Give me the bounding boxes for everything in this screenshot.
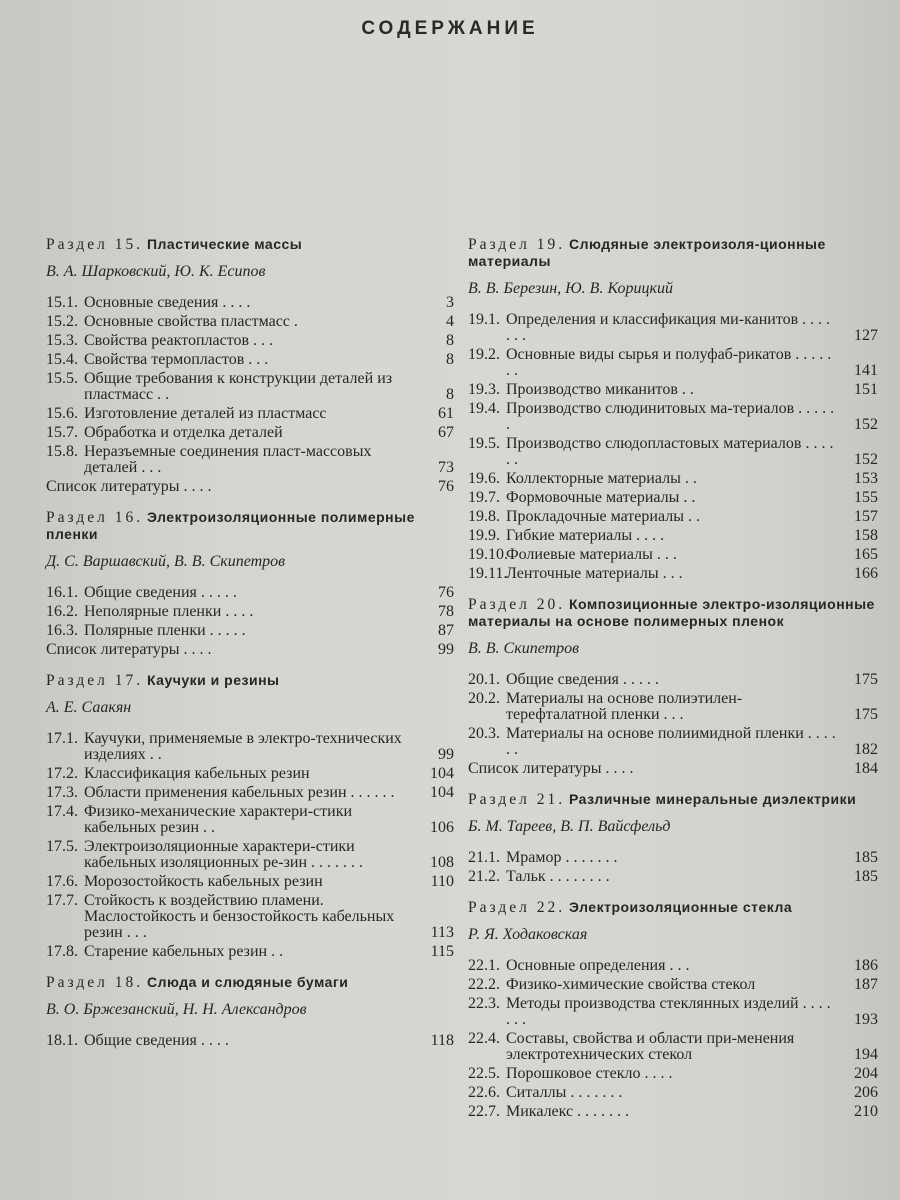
entry-page: 67 [438,424,454,441]
entry-page: 78 [438,603,454,620]
toc-section [468,236,878,582]
entry-page: 194 [854,1046,878,1063]
entry-page: 106 [430,819,454,836]
toc-entry [46,893,454,941]
entry-number: 16.2. [46,603,78,620]
toc-entry [46,333,454,349]
entry-number: 15.5. [46,370,78,387]
toc-section [46,672,454,960]
toc-entry [468,436,878,468]
toc-entry [46,314,454,330]
entry-text: Список литературы . . . . [46,478,212,495]
entry-page: 127 [854,327,878,344]
entry-page: 99 [438,746,454,763]
entry-page: 152 [854,451,878,468]
entry-page: 157 [854,508,878,525]
entry-number: 16.1. [46,584,78,601]
section-label: Раздел 17. [46,672,144,689]
toc-entry [46,479,454,495]
toc-entry [468,312,878,344]
entry-page: 175 [854,671,878,688]
section-authors: В. В. Скипетров [468,640,580,657]
entry-page: 4 [446,313,454,330]
toc-entry [468,1085,878,1101]
entry-page: 155 [854,489,878,506]
section-authors: Р. Я. Ходаковская [468,926,588,943]
toc-entry [468,977,878,993]
entry-page: 76 [438,584,454,601]
entry-page: 187 [854,976,878,993]
entry-text: Составы, свойства и области при-менения электротехнических стекол [506,1030,795,1063]
entry-number: 19.3. [468,381,500,398]
section-heading [468,899,878,916]
section-title: Электроизоляционные полимерные пленки [46,509,415,542]
entry-text: Общие сведения . . . . [84,1032,229,1049]
entry-text: Общие требования к конструкции деталей из пластмасс . . [84,370,393,403]
toc-entry [468,509,878,525]
entry-number: 19.6. [468,470,500,487]
toc-entry [46,766,454,782]
entry-text: Тальк . . . . . . . . [506,868,610,885]
entry-number: 19.9. [468,527,500,544]
entry-text: Каучуки, применяемые в электро-технических изделиях . . [84,730,402,763]
toc-entry [46,785,454,801]
entry-number: 17.1. [46,730,78,747]
entry-text: Физико-химические свойства стекол [506,976,756,993]
entry-text: Определения и классификация ми-канитов . . . . . . . [506,311,831,344]
section-title: Электроизоляционные стекла [568,899,793,915]
entry-page: 152 [854,416,878,433]
section-authors: Д. С. Варшавский, В. В. Скипетров [46,553,286,570]
entry-number: 22.4. [468,1030,500,1047]
entry-number: 15.4. [46,351,78,368]
toc-entry [468,528,878,544]
toc-entry [46,839,454,871]
entry-page: 184 [854,760,878,777]
section-label: Раздел 20. [468,596,566,613]
entry-number: 22.7. [468,1103,500,1120]
toc-entry [46,406,454,422]
toc-section [468,596,878,777]
toc-entry [468,869,878,885]
entry-number: 17.6. [46,873,78,890]
toc-entry [468,691,878,723]
entry-text: Микалекс . . . . . . . [506,1103,630,1120]
entry-number: 19.10. [468,546,508,563]
entry-text: Физико-механические характери-стики кабельных резин . . [84,803,353,836]
entry-page: 8 [446,332,454,349]
entry-page: 61 [438,405,454,422]
entry-number: 22.5. [468,1065,500,1082]
entry-page: 87 [438,622,454,639]
entry-page: 206 [854,1084,878,1101]
section-title: Слюда и слюдяные бумаги [146,974,349,990]
entry-text: Производство миканитов . . [506,381,694,398]
entry-text: Основные сведения . . . . [84,294,251,311]
section-heading [468,791,878,808]
entry-text: Ситаллы . . . . . . . [506,1084,623,1101]
toc-entry [468,996,878,1028]
toc-entry [46,425,454,441]
entry-text: Основные свойства пластмасс . [84,313,298,330]
toc-left-column [46,236,454,1063]
entry-text: Общие сведения . . . . . [84,584,237,601]
entry-text: Области применения кабельных резин . . . . . . [84,784,395,801]
toc-section [46,974,454,1049]
section-title: Каучуки и резины [146,672,280,688]
entry-text: Общие сведения . . . . . [506,671,659,688]
entry-number: 19.5. [468,435,500,452]
entry-text: Классификация кабельных резин [84,765,310,782]
toc-entry [468,958,878,974]
entry-text: Коллекторные материалы . . [506,470,697,487]
section-label: Раздел 21. [468,791,566,808]
entry-page: 108 [430,854,454,871]
toc-entry [468,726,878,758]
entry-number: 19.2. [468,346,500,363]
entry-number: 15.1. [46,294,78,311]
entry-number: 17.8. [46,943,78,960]
toc-entry [468,1031,878,1063]
entry-text: Стойкость к воздействию пламени. Маслостойкость и бензостойкость кабельных резин . . . [84,892,395,941]
entry-text: Производство слюдопластовых материалов . . . . . . [506,435,834,468]
entry-page: 99 [438,641,454,658]
entry-page: 153 [854,470,878,487]
entry-page: 113 [430,924,454,941]
toc-entry [468,850,878,866]
toc-entry [46,444,454,476]
entry-page: 8 [446,351,454,368]
entry-text: Свойства реактопластов . . . [84,332,274,349]
entry-text: Формовочные материалы . . [506,489,696,506]
entry-text: Основные виды сырья и полуфаб-рикатов . . . . . . . [506,346,832,379]
entry-text: Порошковое стекло . . . . [506,1065,673,1082]
toc-entry [46,731,454,763]
entry-text: Список литературы . . . . [468,760,634,777]
toc-section [46,236,454,495]
entry-number: 19.11. [468,565,508,582]
entry-number: 19.7. [468,489,500,506]
entry-text: Список литературы . . . . [46,641,212,658]
entry-text: Материалы на основе полиимидной пленки . . . . . . [506,725,836,758]
entry-text: Морозостойкость кабельных резин [84,873,323,890]
entry-page: 182 [854,741,878,758]
toc-entry [46,352,454,368]
entry-page: 204 [854,1065,878,1082]
entry-page: 151 [854,381,878,398]
toc-entry [46,623,454,639]
toc-entry [468,471,878,487]
entry-page: 185 [854,849,878,866]
entry-page: 165 [854,546,878,563]
toc-entry [468,1104,878,1120]
toc-entry [468,347,878,379]
toc-entry [46,604,454,620]
section-heading [46,974,454,991]
toc-section [468,791,878,885]
entry-number: 15.8. [46,443,78,460]
entry-page: 76 [438,478,454,495]
entry-number: 15.2. [46,313,78,330]
entry-number: 18.1. [46,1032,78,1049]
entry-text: Фолиевые материалы . . . [506,546,677,563]
entry-number: 19.1. [468,311,500,328]
section-authors: А. Е. Саакян [46,699,132,716]
entry-text: Прокладочные материалы . . [506,508,700,525]
entry-number: 22.2. [468,976,500,993]
entry-number: 15.7. [46,424,78,441]
entry-number: 19.8. [468,508,500,525]
section-title: Слюдяные электроизоля-ционные материалы [468,236,826,269]
page-title: СОДЕРЖАНИЕ [361,18,539,39]
entry-page: 118 [430,1032,454,1049]
entry-text: Неполярные пленки . . . . [84,603,254,620]
section-heading [468,236,878,270]
toc-entry [468,1066,878,1082]
entry-number: 21.1. [468,849,500,866]
section-title: Композиционные электро-изоляционные материалы на основе полимерных пленок [468,596,875,629]
entry-number: 17.7. [46,892,78,909]
entry-number: 22.3. [468,995,500,1012]
entry-text: Мрамор . . . . . . . [506,849,618,866]
section-title: Различные минеральные диэлектрики [568,791,857,807]
entry-number: 16.3. [46,622,78,639]
toc-section [468,899,878,1120]
entry-text: Неразъемные соединения пласт-массовых деталей . . . [84,443,372,476]
entry-text: Свойства термопластов . . . [84,351,269,368]
toc-entry [468,382,878,398]
entry-number: 15.3. [46,332,78,349]
toc-section [46,509,454,658]
section-heading [468,596,878,630]
toc-entry [46,804,454,836]
toc-entry [468,490,878,506]
toc-entry [468,547,878,563]
toc-entry [468,672,878,688]
entry-text: Гибкие материалы . . . . [506,527,665,544]
entry-page: 158 [854,527,878,544]
entry-number: 19.4. [468,400,500,417]
entry-page: 8 [446,386,454,403]
entry-number: 21.2. [468,868,500,885]
entry-page: 104 [430,765,454,782]
section-heading [46,236,454,253]
toc-entry [46,371,454,403]
toc-entry [46,874,454,890]
entry-page: 3 [446,294,454,311]
entry-text: Электроизоляционные характери-стики кабельных изоляционных ре-зин . . . . . . . [84,838,364,871]
toc-entry [46,642,454,658]
toc-entry [468,401,878,433]
entry-number: 22.1. [468,957,500,974]
entry-text: Старение кабельных резин . . [84,943,284,960]
entry-number: 17.2. [46,765,78,782]
toc-entry [468,566,878,582]
toc-entry [46,295,454,311]
entry-text: Методы производства стеклянных изделий . . . . . . . [506,995,831,1028]
toc-entry [46,585,454,601]
entry-page: 185 [854,868,878,885]
section-authors: В. О. Бржезанский, Н. Н. Александров [46,1001,307,1018]
entry-text: Производство слюдинитовых ма-териалов . . . . . . [506,400,835,433]
entry-text: Основные определения . . . [506,957,690,974]
toc-entry [468,761,878,777]
section-heading [46,509,454,543]
entry-number: 20.3. [468,725,500,742]
section-title: Пластические массы [146,236,303,252]
entry-text: Материалы на основе полиэтилен-терефталатной пленки . . . [506,690,743,723]
section-label: Раздел 18. [46,974,144,991]
entry-number: 20.2. [468,690,500,707]
entry-text: Обработка и отделка деталей [84,424,283,441]
entry-page: 73 [438,459,454,476]
section-heading [46,672,454,689]
entry-number: 20.1. [468,671,500,688]
section-authors: В. В. Березин, Ю. В. Корицкий [468,280,673,297]
entry-page: 193 [854,1011,878,1028]
section-label: Раздел 22. [468,899,566,916]
entry-page: 110 [430,873,454,890]
entry-text: Изготовление деталей из пластмасс [84,405,327,422]
entry-page: 175 [854,706,878,723]
section-label: Раздел 15. [46,236,144,253]
entry-number: 17.5. [46,838,78,855]
entry-page: 210 [854,1103,878,1120]
toc-entry [46,1033,454,1049]
section-authors: Б. М. Тареев, В. П. Вайсфельд [468,818,671,835]
toc-entry [46,944,454,960]
section-label: Раздел 16. [46,509,144,526]
entry-page: 186 [854,957,878,974]
entry-number: 22.6. [468,1084,500,1101]
entry-page: 166 [854,565,878,582]
toc-right-column [468,236,878,1134]
entry-number: 17.3. [46,784,78,801]
entry-number: 17.4. [46,803,78,820]
entry-number: 15.6. [46,405,78,422]
entry-text: Полярные пленки . . . . . [84,622,246,639]
entry-page: 141 [854,362,878,379]
section-authors: В. А. Шарковский, Ю. К. Есипов [46,263,266,280]
section-label: Раздел 19. [468,236,566,253]
entry-page: 115 [430,943,454,960]
entry-text: Ленточные материалы . . . [506,565,683,582]
entry-page: 104 [430,784,454,801]
